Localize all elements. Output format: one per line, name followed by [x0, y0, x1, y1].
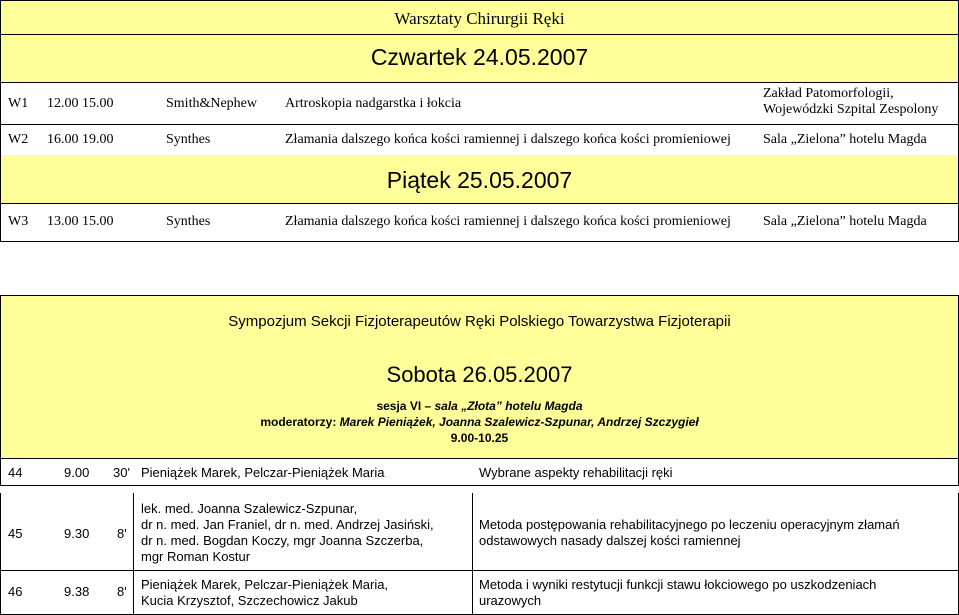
talk-44-time: 9.00: [64, 465, 90, 480]
moderators-text: moderatorzy: Marek Pieniążek, Joanna Szalewicz-Szpunar, Andrzej Szczygieł: [260, 415, 699, 429]
talk-45-authors-1: lek. med. Joanna Szalewicz-Szpunar,: [141, 501, 358, 516]
w2-topic: Złamania dalszego końca kości ramiennej i dalszego końca kości promieniowej: [285, 132, 731, 147]
workshops-title: Warsztaty Chirurgii Ręki: [394, 9, 565, 28]
session-place: sala „Złota” hotelu Magda: [434, 399, 583, 413]
talk-46-no: 46: [8, 584, 23, 599]
talk-44-title: Wybrane aspekty rehabilitacji ręki: [479, 465, 673, 480]
talk-46-authors-1: Pieniążek Marek, Pelczar-Pieniążek Maria,: [141, 577, 389, 592]
w2-place: Sala „Zielona” hotelu Magda: [763, 132, 927, 147]
w3-time: 13.00 15.00: [47, 214, 114, 229]
day1-heading: Czwartek 24.05.2007: [370, 44, 589, 70]
talk-45-title-1: Metoda postępowania rehabilitacyjnego po leczeniu operacyjnym złamań: [479, 517, 900, 532]
session-moderators: [0, 415, 959, 430]
symposium-day: Sobota 26.05.2007: [386, 362, 573, 387]
talk-45-dur: 8': [117, 526, 127, 541]
w2-company: Synthes: [166, 132, 211, 147]
talk-46-dur: 8': [117, 584, 127, 599]
talk-46-authors-2: Kucia Krzysztof, Szczechowicz Jakub: [141, 593, 358, 608]
talk-44-authors: Pieniążek Marek, Pelczar-Pieniążek Maria: [141, 465, 385, 480]
w1-code: W1: [8, 96, 29, 111]
session-time: 9.00-10.25: [450, 431, 509, 445]
w1-company: Smith&Nephew: [166, 96, 257, 111]
w1-time: 12.00 15.00: [47, 96, 114, 111]
w3-topic: Złamania dalszego końca kości ramiennej i dalszego końca kości promieniowej: [285, 214, 731, 229]
moderator-names: Marek Pieniążek, Joanna Szalewicz-Szpunar, Andrzej Szczygieł: [339, 415, 699, 429]
w1-place-line1: Zakład Patomorfologii,: [763, 86, 894, 101]
w1-place-line2: Wojewódzki Szpital Zespolony: [763, 102, 939, 117]
w2-time: 16.00 19.00: [47, 132, 114, 147]
talk-44-dur: 30': [113, 465, 130, 480]
talk-45-authors-2: dr n. med. Jan Franiel, dr n. med. Andrzej Jasiński,: [141, 517, 434, 532]
talk-45-no: 45: [8, 526, 23, 541]
day2-heading: Piątek 25.05.2007: [386, 167, 573, 193]
session-line-text: sesja VI – sala „Złota” hotelu Magda: [376, 399, 583, 413]
talk-46-title-1: Metoda i wyniki restytucji funkcji stawu łokciowego po uszkodzeniach: [479, 577, 877, 592]
talk-44-no: 44: [8, 465, 23, 480]
w2-code: W2: [8, 132, 29, 147]
symposium-title: Sympozjum Sekcji Fizjoterapeutów Ręki Polskiego Towarzystwa Fizjoterapii: [228, 313, 731, 330]
talk-45-time: 9.30: [64, 526, 90, 541]
w1-topic: Artroskopia nadgarstka i łokcia: [285, 96, 462, 111]
talk-46-time: 9.38: [64, 584, 90, 599]
w3-code: W3: [8, 214, 29, 229]
talk-46-title-2: urazowych: [479, 593, 542, 608]
talk-45-title-2: odstawowych nasady dalszej kości ramiennej: [479, 533, 741, 548]
talk-45-authors-4: mgr Roman Kostur: [141, 549, 251, 564]
w3-place: Sala „Zielona” hotelu Magda: [763, 214, 927, 229]
w3-company: Synthes: [166, 214, 211, 229]
talk-45-authors-3: dr n. med. Bogdan Koczy, mgr Joanna Szczerba,: [141, 533, 424, 548]
session-line: [0, 399, 959, 414]
